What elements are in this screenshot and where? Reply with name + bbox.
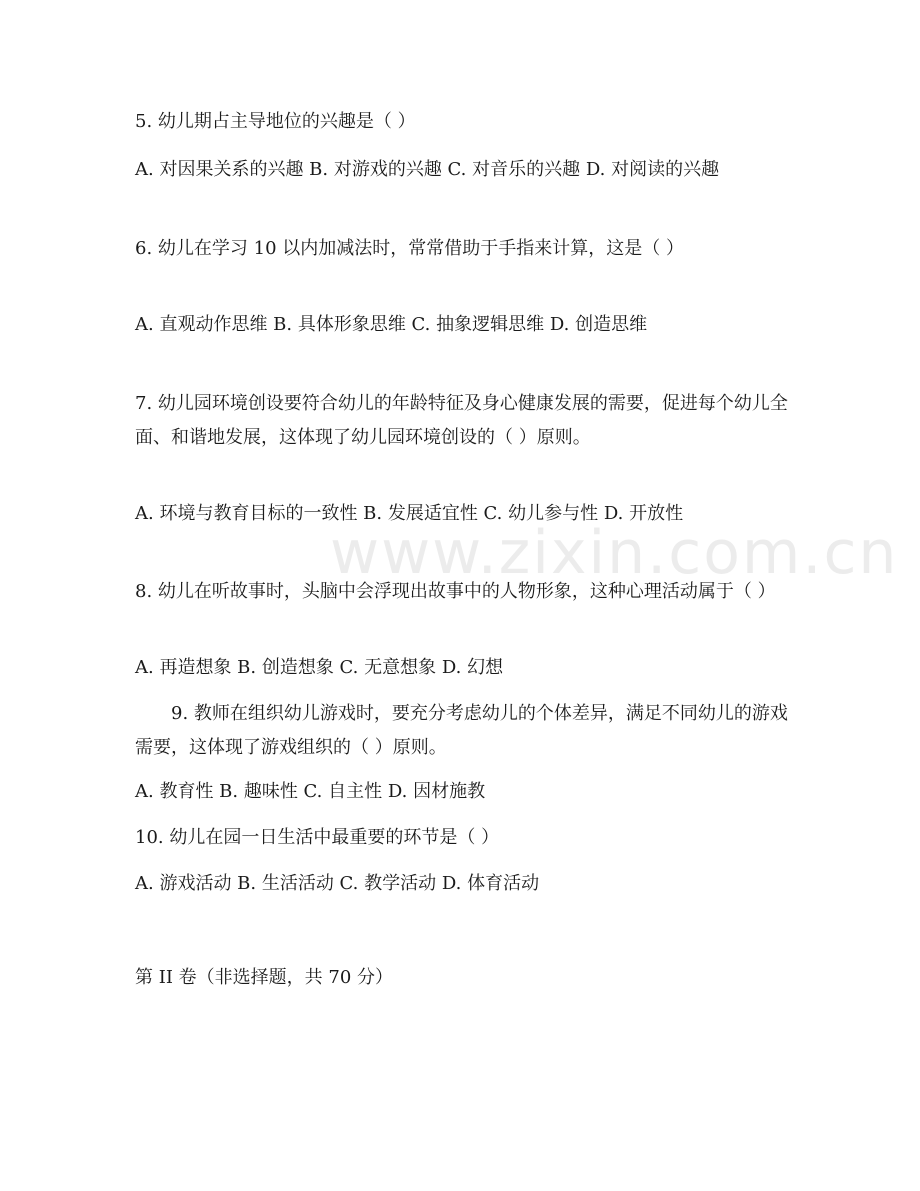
section-heading: 第 II 卷（非选择题，共 70 分） — [135, 967, 394, 988]
question-8-stem: 8. 幼儿在听故事时，头脑中会浮现出故事中的人物形象，这种心理活动属于（ ） — [135, 581, 776, 602]
question-10-options: A. 游戏活动 B. 生活活动 C. 教学活动 D. 体育活动 — [135, 873, 540, 894]
question-10-stem: 10. 幼儿在园一日生活中最重要的环节是（ ） — [135, 827, 500, 848]
question-5-stem: 5. 幼儿期占主导地位的兴趣是（ ） — [135, 111, 416, 132]
question-8-options: A. 再造想象 B. 创造想象 C. 无意想象 D. 幻想 — [135, 657, 504, 678]
question-9-stem: 9. 教师在组织幼儿游戏时，要充分考虑幼儿的个体差异，满足不同幼儿的游戏需要，这体现了游戏组织的（ ）原则。 — [135, 703, 788, 758]
question-7-options: A. 环境与教育目标的一致性 B. 发展适宜性 C. 幼儿参与性 D. 开放性 — [135, 503, 684, 524]
question-7-stem: 7. 幼儿园环境创设要符合幼儿的年龄特征及身心健康发展的需要，促进每个幼儿全面、和谐地发展，这体现了幼儿园环境创设的（ ）原则。 — [135, 393, 788, 448]
watermark: www.zixin.com.cn — [330, 518, 899, 588]
question-5-options: A. 对因果关系的兴趣 B. 对游戏的兴趣 C. 对音乐的兴趣 D. 对阅读的兴趣 — [135, 159, 720, 180]
question-6-options: A. 直观动作思维 B. 具体形象思维 C. 抽象逻辑思维 D. 创造思维 — [135, 314, 648, 335]
question-9-options: A. 教育性 B. 趣味性 C. 自主性 D. 因材施教 — [135, 781, 486, 802]
question-6-stem: 6. 幼儿在学习 10 以内加减法时，常常借助于手指来计算，这是（ ） — [135, 238, 684, 259]
